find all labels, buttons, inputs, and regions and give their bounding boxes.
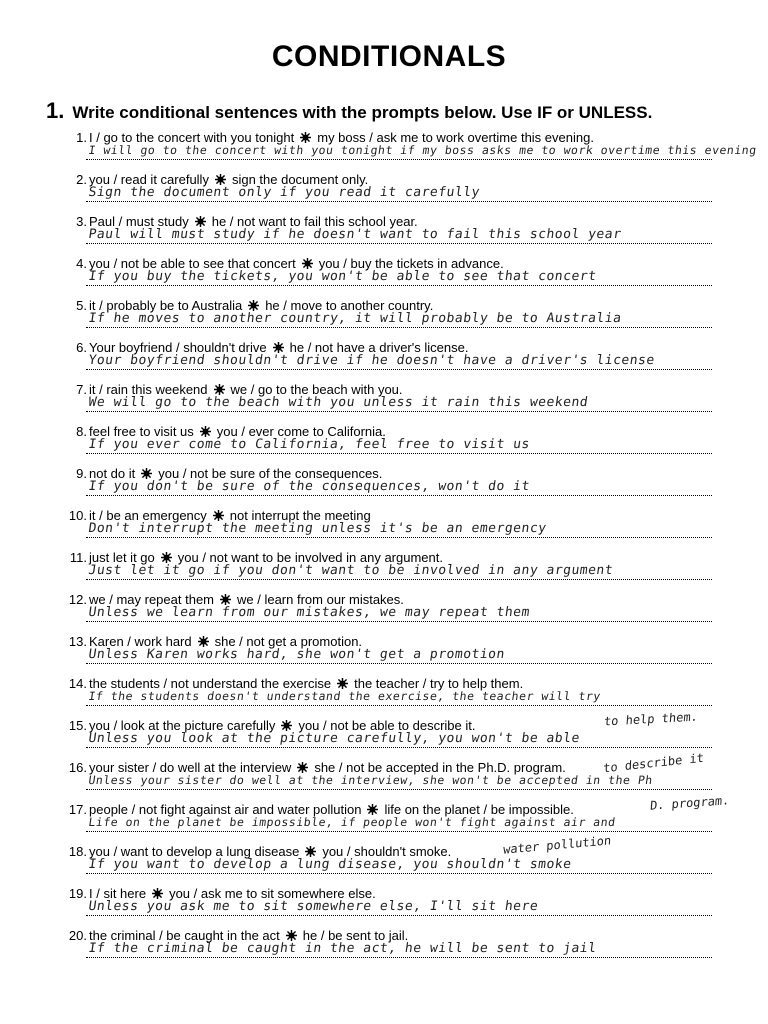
handwritten-answer: Unless you ask me to sit somewhere else, I'll sit here <box>87 899 540 914</box>
item-number: 8. <box>76 424 87 439</box>
handwritten-answer: If you ever come to California, feel free to visit us <box>87 437 531 452</box>
prompt-part-a: not do it <box>89 466 136 481</box>
separator-icon <box>213 509 224 520</box>
prompt-part-a: Karen / work hard <box>89 634 192 649</box>
exercise-item <box>64 214 714 256</box>
handwritten-answer: Life on the planet be impossible, if people won't fight against air and <box>87 815 617 829</box>
exercise-item <box>64 928 714 970</box>
prompt-part-a: we / may repeat them <box>89 592 214 607</box>
separator-icon <box>161 551 172 562</box>
item-number: 15. <box>68 718 87 733</box>
handwritten-answer-continuation: D. program. <box>649 793 730 813</box>
exercise-item <box>64 340 714 382</box>
item-number: 20. <box>68 928 87 943</box>
prompt-part-a: Paul / must study <box>89 214 189 229</box>
prompt-part-b: we / learn from our mistakes. <box>237 592 404 607</box>
separator-icon <box>220 593 231 604</box>
prompt-part-a: feel free to visit us <box>89 424 194 439</box>
prompt-part-a: you / read it carefully <box>89 172 209 187</box>
prompt-part-b: he / be sent to jail. <box>302 928 409 943</box>
instruction-text: Write conditional sentences with the prompts below. Use IF or UNLESS. <box>72 103 653 122</box>
separator-icon <box>248 299 259 310</box>
prompt-part-b: we / go to the beach with you. <box>230 382 403 397</box>
prompt-part-b: he / not want to fail this school year. <box>211 214 418 229</box>
separator-icon <box>302 257 313 268</box>
exercise-item <box>64 466 714 508</box>
exercise-item <box>64 130 758 172</box>
separator-icon <box>215 173 226 184</box>
handwritten-answer: If you don't be sure of the consequences, won't do it <box>87 479 531 494</box>
handwritten-answer: If the criminal be caught in the act, he will be sent to jail <box>87 941 598 956</box>
prompt-part-b: you / ever come to California. <box>216 424 386 439</box>
handwritten-answer: If the students doesn't understand the exercise, the teacher will try <box>87 689 602 703</box>
item-number: 6. <box>76 340 87 355</box>
item-number: 9. <box>76 466 87 481</box>
prompt-part-b: not interrupt the meeting <box>229 508 371 523</box>
item-number: 7. <box>76 382 87 397</box>
prompt-part-a: you / want to develop a lung disease <box>89 844 300 859</box>
separator-icon <box>305 845 316 856</box>
prompt-part-a: Your boyfriend / shouldn't drive <box>89 340 267 355</box>
separator-icon <box>195 215 206 226</box>
item-number: 14. <box>68 676 87 691</box>
handwritten-answer: Unless we learn from our mistakes, we may repeat them <box>87 605 531 620</box>
exercise-item <box>64 844 714 886</box>
exercise-item <box>64 382 714 424</box>
separator-icon <box>141 467 152 478</box>
prompt-part-b: you / not want to be involved in any argument. <box>177 550 443 565</box>
prompt-part-a: the students / not understand the exercise <box>89 676 332 691</box>
item-number: 4. <box>76 256 87 271</box>
exercise-item <box>64 802 714 844</box>
handwritten-answer-continuation: to help them. <box>603 709 699 729</box>
prompt-part-a: I / go to the concert with you tonight <box>89 130 295 145</box>
exercise-item <box>64 550 714 592</box>
separator-icon <box>200 425 211 436</box>
handwritten-answer-continuation: water pollution <box>502 833 612 857</box>
prompt-part-b: you / buy the tickets in advance. <box>318 256 504 271</box>
prompt-part-a: your sister / do well at the interview <box>89 760 292 775</box>
prompt-part-b: he / move to another country. <box>265 298 434 313</box>
handwritten-answer: Just let it go if you don't want to be involved in any argument <box>87 563 615 578</box>
exercise-item <box>64 508 714 550</box>
prompt-part-a: people / not fight against air and water pollution <box>89 802 362 817</box>
separator-icon <box>198 635 209 646</box>
separator-icon <box>297 761 308 772</box>
exercise-item <box>64 256 714 298</box>
prompt-part-b: he / not have a driver's license. <box>289 340 469 355</box>
item-number: 13. <box>68 634 87 649</box>
prompt-part-b: my boss / ask me to work overtime this evening. <box>317 130 594 145</box>
prompt-part-a: it / be an emergency <box>89 508 207 523</box>
item-number: 18. <box>68 844 87 859</box>
prompt-part-a: it / probably be to Australia <box>89 298 243 313</box>
exercise-item <box>64 424 714 466</box>
handwritten-answer: I will go to the concert with you tonight if my boss asks me to work overtime this evening <box>87 143 758 157</box>
prompt-part-b: you / ask me to sit somewhere else. <box>169 886 376 901</box>
prompt-part-a: you / look at the picture carefully <box>89 718 276 733</box>
separator-icon <box>286 929 297 940</box>
handwritten-answer: Unless you look at the picture carefully, you won't be able <box>87 731 581 746</box>
item-number: 10. <box>68 508 87 523</box>
prompt-part-b: you / not be able to describe it. <box>298 718 476 733</box>
prompt-part-b: you / not be sure of the consequences. <box>158 466 383 481</box>
item-number: 1. <box>76 130 87 145</box>
handwritten-answer: Sign the document only if you read it carefully <box>87 185 481 200</box>
handwritten-answer: Unless Karen works hard, she won't get a promotion <box>87 647 506 662</box>
exercise-item <box>64 172 714 214</box>
separator-icon <box>281 719 292 730</box>
exercise-number: 1. <box>46 98 65 123</box>
exercise-item <box>64 676 714 718</box>
prompt-part-b: sign the document only. <box>231 172 369 187</box>
handwritten-answer: Paul will must study if he doesn't want to fail this school year <box>87 227 623 242</box>
separator-icon <box>337 677 348 688</box>
item-number: 12. <box>68 592 87 607</box>
handwritten-answer: If you want to develop a lung disease, you shouldn't smoke <box>87 857 573 872</box>
handwritten-answer: Don't interrupt the meeting unless it's be an emergency <box>87 521 548 536</box>
exercise-item <box>64 298 714 340</box>
prompt-part-b: the teacher / try to help them. <box>354 676 524 691</box>
item-number: 2. <box>76 172 87 187</box>
handwritten-answer: We will go to the beach with you unless it rain this weekend <box>87 395 590 410</box>
prompt-part-a: the criminal / be caught in the act <box>89 928 280 943</box>
exercise-item <box>64 634 714 676</box>
prompt-part-a: just let it go <box>89 550 155 565</box>
prompt-part-b: she / not get a promotion. <box>214 634 363 649</box>
prompt-part-b: she / not be accepted in the Ph.D. program. <box>314 760 566 775</box>
separator-icon <box>300 131 311 142</box>
prompt-part-a: I / sit here <box>89 886 147 901</box>
handwritten-answer: Your boyfriend shouldn't drive if he doesn't have a driver's license <box>87 353 656 368</box>
handwritten-answer: If you buy the tickets, you won't be able to see that concert <box>87 269 598 284</box>
item-number: 19. <box>68 886 87 901</box>
item-number: 11. <box>69 550 87 565</box>
item-number: 17. <box>68 802 87 817</box>
handwritten-answer: If he moves to another country, it will probably be to Australia <box>87 311 623 326</box>
handwritten-answer-continuation: to describe it <box>603 750 705 776</box>
handwritten-answer: Unless your sister do well at the interview, she won't be accepted in the Ph <box>87 773 654 787</box>
item-number: 3. <box>76 214 87 229</box>
item-number: 5. <box>76 298 87 313</box>
separator-icon <box>152 887 163 898</box>
exercise-item <box>64 886 714 928</box>
prompt-part-b: life on the planet / be impossible. <box>384 802 574 817</box>
page-title: CONDITIONALS <box>271 40 507 73</box>
separator-icon <box>367 803 378 814</box>
exercise-instruction <box>46 98 746 124</box>
prompt-part-a: it / rain this weekend <box>89 382 208 397</box>
item-number: 16. <box>68 760 87 775</box>
prompt-part-b: you / shouldn't smoke. <box>322 844 452 859</box>
separator-icon <box>214 383 225 394</box>
exercise-item <box>64 592 714 634</box>
prompt-part-a: you / not be able to see that concert <box>89 256 296 271</box>
separator-icon <box>273 341 284 352</box>
